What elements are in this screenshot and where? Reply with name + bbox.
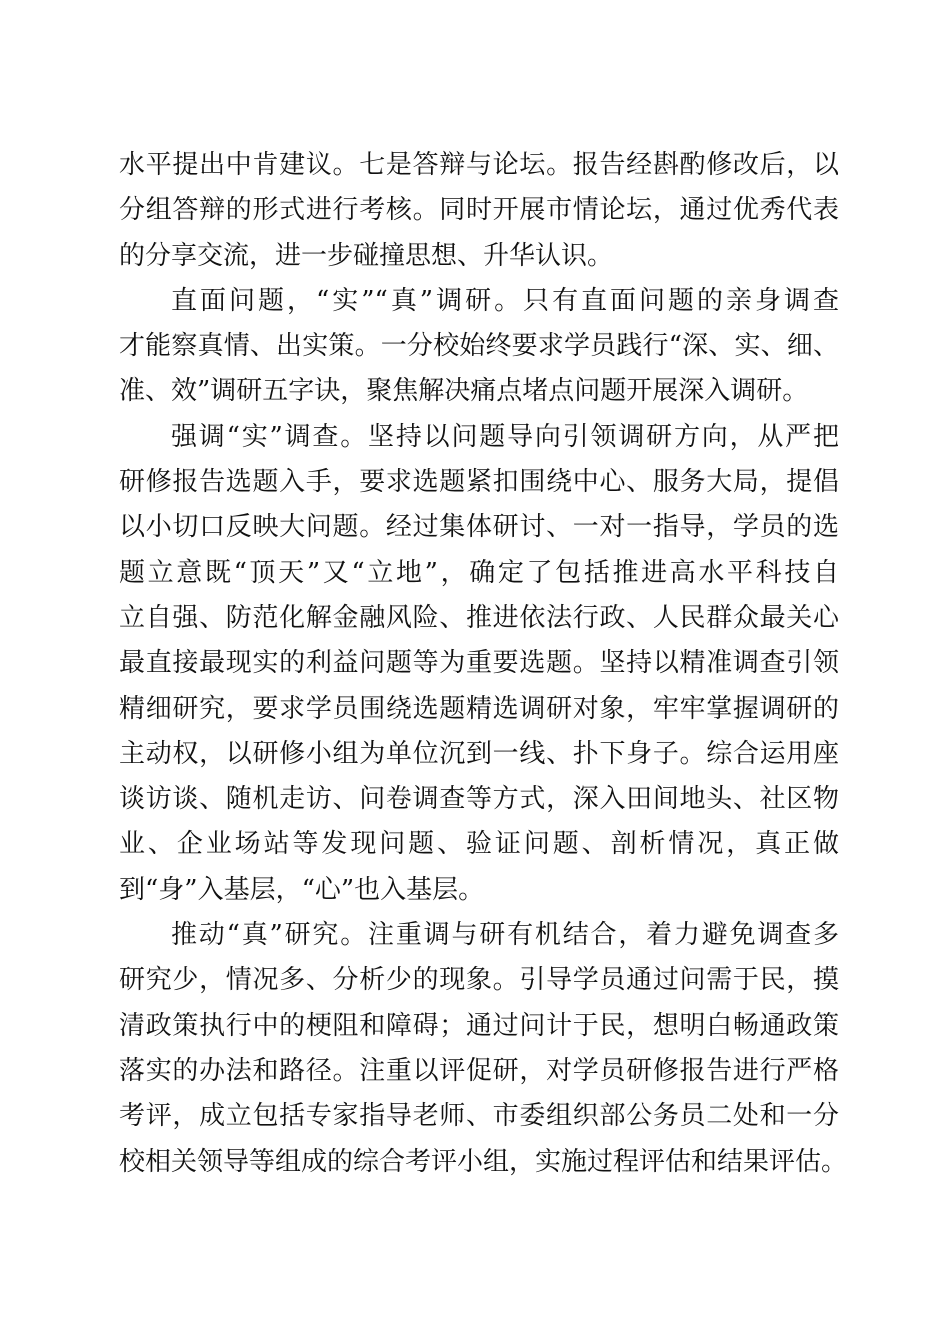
text-line: 校相关领导等组成的综合考评小组，实施过程评估和结果评估。 — [119, 1146, 848, 1177]
text-line: 主动权，以研修小组为单位沉到一线、扑下身子。综合运用座 — [119, 738, 839, 769]
text-line: 准、效”调研五字诀，聚焦解决痛点堵点问题开展深入调研。 — [119, 376, 809, 407]
text-line: 题立意既“顶天”又“立地”，确定了包括推进高水平科技自 — [119, 557, 839, 588]
text-line: 考评，成立包括专家指导老师、市委组织部公务员二处和一分 — [119, 1101, 839, 1132]
text-line: 落实的办法和路径。注重以评促研，对学员研修报告进行严格 — [119, 1055, 839, 1086]
text-line: 业、企业场站等发现问题、验证问题、剖析情况，真正做 — [119, 829, 839, 860]
text-line: 到“身”入基层，“心”也入基层。 — [119, 874, 485, 905]
text-line: 清政策执行中的梗阻和障碍；通过问计于民，想明白畅通政策 — [119, 1010, 839, 1041]
text-line: 最直接最现实的利益问题等为重要选题。坚持以精准调查引领 — [119, 648, 839, 679]
text-line: 研修报告选题入手，要求选题紧扣围绕中心、服务大局，提倡 — [119, 467, 839, 498]
text-line: 精细研究，要求学员围绕选题精选调研对象，牢牢掌握调研的 — [119, 693, 839, 724]
text-line: 水平提出中肯建议。七是答辩与论坛。报告经斟酌修改后，以 — [119, 150, 839, 180]
text-line: 以小切口反映大问题。经过集体研讨、一对一指导，学员的选 — [119, 512, 839, 543]
text-line: 的分享交流，进一步碰撞思想、升华认识。 — [119, 240, 614, 271]
text-line: 强调“实”调查。坚持以问题导向引领调研方向，从严把 — [171, 421, 839, 452]
body-text — [119, 143, 848, 1185]
text-line: 立自强、防范化解金融风险、推进依法行政、人民群众最关心 — [119, 602, 839, 633]
text-line: 研究少，情况多、分析少的现象。引导学员通过问需于民，摸 — [119, 965, 839, 996]
text-line: 才能察真情、出实策。一分校始终要求学员践行“深、实、细、 — [119, 331, 839, 362]
text-line: 直面问题，“实”“真”调研。只有直面问题的亲身调查 — [171, 285, 839, 316]
text-line: 推动“真”研究。注重调与研有机结合，着力避免调查多 — [171, 920, 839, 951]
text-line: 谈访谈、随机走访、问卷调查等方式，深入田间地头、社区物 — [119, 784, 839, 815]
text-line: 分组答辩的形式进行考核。同时开展市情论坛，通过优秀代表 — [119, 195, 839, 226]
